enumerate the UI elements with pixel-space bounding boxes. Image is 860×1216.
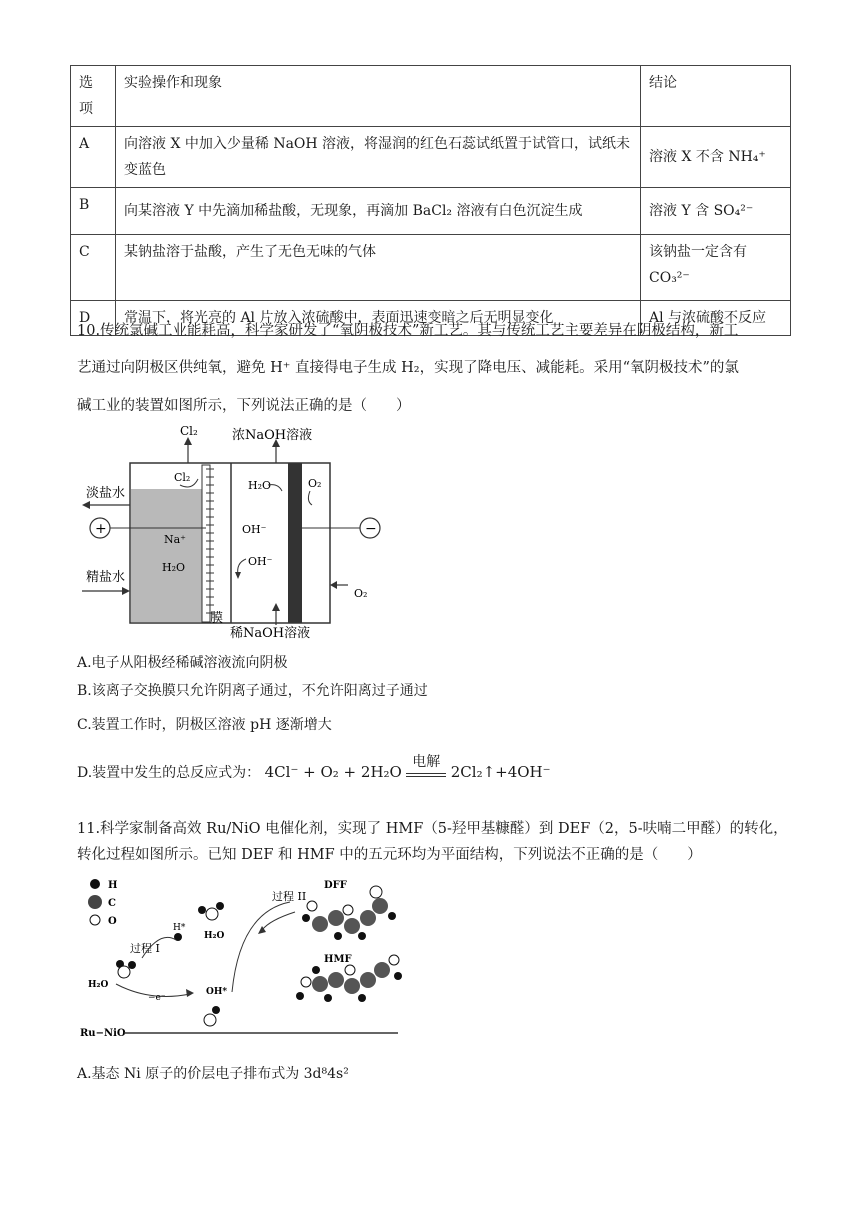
hmf-label: HMF (324, 954, 352, 965)
q11-option-a: A.基态 Ni 原子的价层电子排布式为 3d⁸4s² (77, 1066, 349, 1082)
row-option: A (71, 127, 116, 188)
pure-brine-label: 精盐水 (86, 570, 126, 585)
row-option: D (71, 301, 116, 336)
oh-upper-label: OH⁻ (242, 523, 267, 536)
dilute-naoh-label: 稀NaOH溶液 (230, 626, 311, 640)
q10-option-d (77, 754, 551, 782)
option-d-rhs: 2Cl₂↑+4OH⁻ (450, 763, 551, 781)
cl2-inner-label: Cl₂ (174, 471, 191, 484)
legend-o-dot (90, 915, 100, 925)
na-plus-label: Na⁺ (164, 533, 186, 546)
header-conclusion: 结论 (641, 66, 791, 127)
table-row (71, 127, 791, 188)
table-row (71, 188, 791, 235)
row-operation: 某钠盐溶于盐酸，产生了无色无味的气体 (116, 235, 641, 301)
h2o-right-label: H₂O (248, 479, 272, 492)
legend-c-dot (88, 895, 102, 909)
row-operation: 向某溶液 Y 中先滴加稀盐酸，无现象，再滴加 BaCl₂ 溶液有白色沉淀生成 (116, 188, 641, 235)
table-row (71, 235, 791, 301)
row-operation: 常温下，将光亮的 Al 片放入浓硫酸中，表面迅速变暗之后无明显变化 (116, 301, 641, 336)
q10-stem-line-1: 10.传统氯碱工业能耗高，科学家研发了“氧阴极技术”新工艺。其与传统工艺主要差异在阴极结构，新工 (77, 323, 739, 339)
anode-chamber-solution (131, 489, 203, 622)
row-conclusion: Al 与浓硫酸不反应 (641, 301, 791, 336)
dilute-brine-label: 淡盐水 (86, 486, 126, 501)
h2o-top-label: H₂O (204, 931, 225, 941)
q10-option-c: C.装置工作时，阴极区溶液 pH 逐渐增大 (77, 717, 332, 733)
catalysis-process-diagram (80, 872, 410, 1042)
dff-label: DFF (324, 880, 347, 891)
condition-label: 电解 (412, 754, 441, 770)
dff-molecule (302, 886, 396, 940)
q10-option-a: A.电子从阳极经稀碱溶液流向阴极 (77, 655, 288, 671)
row-conclusion: 该钠盐一定含有 CO₃²⁻ (641, 235, 791, 301)
process-1-label: 过程 I (130, 942, 160, 955)
minus-sign: − (365, 521, 377, 537)
o2-inner-label: O₂ (308, 477, 322, 490)
oh-lower-label: OH⁻ (248, 555, 273, 568)
catalyst-label: Ru−NiO (80, 1028, 126, 1039)
minus-e-label: −e⁻ (148, 993, 166, 1003)
plus-sign: + (95, 521, 107, 537)
h-star-label: H* (173, 923, 186, 933)
q10-stem-line-3: 碱工业的装置如图所示，下列说法正确的是（ ） (77, 398, 411, 414)
cl2-top-label: Cl₂ (180, 425, 198, 438)
legend-h-dot (90, 879, 100, 889)
cathode-electrode (288, 463, 302, 623)
equals-line (406, 773, 446, 777)
anode-electrode (202, 465, 210, 622)
table-header-row (71, 66, 791, 127)
legend-c-label: C (108, 898, 116, 909)
row-operation: 向溶液 X 中加入少量稀 NaOH 溶液，将湿润的红色石蕊试纸置于试管口，试纸未变蓝色 (116, 127, 641, 188)
q11-stem-line-1: 11.科学家制备高效 Ru/NiO 电催化剂，实现了 HMF（5-羟甲基糠醛）到 DEF（2，5-呋喃二甲醛）的转化， (77, 821, 788, 837)
h2o-left-label: H₂O (88, 980, 109, 990)
option-d-prefix: D.装置中发生的总反应式为： (77, 765, 261, 781)
h2o-left-label: H₂O (162, 561, 186, 574)
q10-option-b: B.该离子交换膜只允许阴离子通过，不允许阳离过子通过 (77, 683, 428, 699)
q11-stem-line-2: 转化过程如图所示。已知 DEF 和 HMF 中的五元环均为平面结构，下列说法不正确的是（ ） (77, 847, 702, 863)
o2-right-label: O₂ (354, 587, 368, 600)
q10-stem-line-2: 艺通过向阴极区供纯氧，避免 H⁺ 直接得电子生成 H₂，实现了降电压、减能耗。采用“氧阴极技术”的氯 (77, 360, 739, 376)
conc-naoh-label: 浓NaOH溶液 (232, 428, 313, 443)
row-conclusion: 溶液 X 不含 NH₄⁺ (641, 127, 791, 188)
legend-o-label: O (108, 916, 117, 927)
experiment-table (70, 65, 791, 336)
legend-h-label: H (108, 880, 118, 891)
header-option: 选项 (71, 66, 116, 127)
oh-star-label: OH* (206, 987, 228, 997)
row-option: C (71, 235, 116, 301)
row-conclusion: 溶液 Y 含 SO₄²⁻ (641, 188, 791, 235)
membrane-label: 膜 (210, 611, 224, 626)
header-operation: 实验操作和现象 (116, 66, 641, 127)
row-option: B (71, 188, 116, 235)
process-2-label: 过程 II (272, 890, 307, 903)
reaction-condition (406, 754, 446, 777)
electrolysis-cell-diagram (80, 425, 400, 640)
option-d-lhs: 4Cl⁻ + O₂ + 2H₂O (264, 763, 402, 781)
